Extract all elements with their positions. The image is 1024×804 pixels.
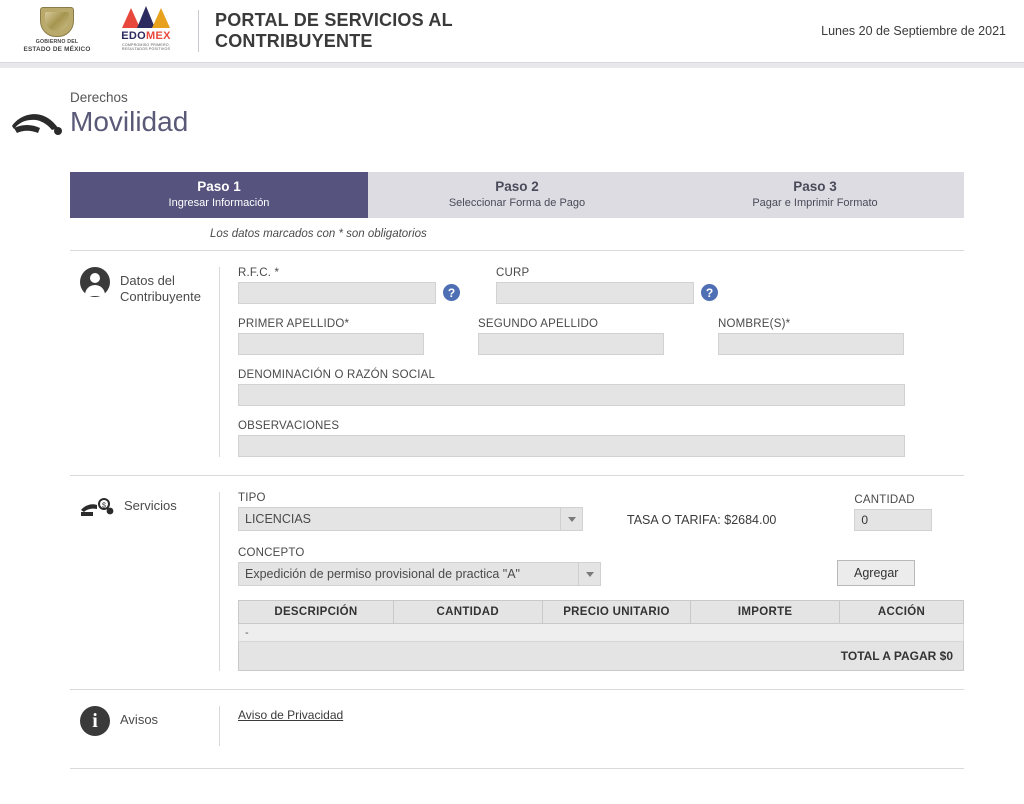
- curp-input[interactable]: [496, 282, 694, 304]
- nombres-input[interactable]: [718, 333, 904, 355]
- denominacion-field: [238, 369, 964, 406]
- total-a-pagar: TOTAL A PAGAR $0: [238, 642, 964, 671]
- portal-title-line1: PORTAL DE SERVICIOS AL: [215, 9, 453, 30]
- edomex-word-accent: MEX: [146, 30, 171, 42]
- aviso-privacidad-link[interactable]: Aviso de Privacidad: [238, 708, 344, 722]
- header-divider: [198, 10, 199, 52]
- rfc-label: R.F.C. *: [238, 267, 280, 279]
- section-label-servicios: Servicios: [124, 498, 177, 513]
- portal-title-line2: CONTRIBUYENTE: [215, 31, 373, 51]
- header-date: Lunes 20 de Septiembre de 2021: [821, 24, 1006, 38]
- edomex-triangles-icon: [122, 6, 170, 28]
- logo-state-line2: ESTADO DE MÉXICO: [23, 46, 91, 54]
- nombres-label: NOMBRE(S)*: [718, 318, 791, 330]
- steps-nav: [70, 172, 964, 218]
- section-datos-contribuyente: [70, 251, 964, 476]
- servicios-hand-money-icon: [80, 496, 114, 522]
- concepto-row: [238, 547, 964, 586]
- breadcrumb[interactable]: Derechos: [70, 90, 128, 105]
- curp-label: CURP: [496, 267, 530, 279]
- tipo-select[interactable]: LICENCIAS: [238, 507, 583, 531]
- observaciones-input[interactable]: [238, 435, 905, 457]
- rfc-curp-row: [238, 267, 964, 304]
- servicios-table: [238, 600, 964, 642]
- user-icon: [80, 267, 110, 297]
- step-3-subtitle: Pagar e Imprimir Formato: [752, 197, 878, 210]
- table-header-row: [239, 601, 964, 624]
- col-descripcion: DESCRIPCIÓN: [239, 601, 394, 624]
- edomex-word: EDO: [121, 30, 146, 42]
- tipo-select-chevron-down-icon[interactable]: [560, 508, 582, 530]
- col-precio-unitario: PRECIO UNITARIO: [542, 601, 691, 624]
- section-label-contribuyente-line2: Contribuyente: [120, 289, 201, 305]
- agregar-button[interactable]: Agregar: [837, 560, 915, 586]
- section-label-avisos: Avisos: [120, 712, 159, 727]
- observaciones-field: [238, 420, 964, 457]
- segundo-apellido-label: SEGUNDO APELLIDO: [478, 318, 599, 330]
- primer-apellido-label: PRIMER APELLIDO*: [238, 318, 350, 330]
- app-header: [0, 0, 1024, 62]
- observaciones-label: OBSERVACIONES: [238, 420, 340, 432]
- segundo-apellido-input[interactable]: [478, 333, 664, 355]
- denominacion-input[interactable]: [238, 384, 905, 406]
- section-servicios: [70, 476, 964, 690]
- step-2-subtitle: Seleccionar Forma de Pago: [448, 197, 586, 210]
- concepto-select[interactable]: Expedición de permiso provisional de practica "A": [238, 562, 601, 586]
- step-1-subtitle: Ingresar Información: [168, 197, 270, 210]
- required-fields-note: Los datos marcados con * son obligatorios: [70, 218, 964, 251]
- gobierno-estado-mexico-logo: [18, 7, 96, 55]
- rfc-help-icon[interactable]: ?: [443, 284, 460, 301]
- logo-state-line1: GOBIERNO DEL: [35, 39, 79, 46]
- step-1-title: Paso 1: [197, 179, 241, 195]
- rfc-input[interactable]: [238, 282, 436, 304]
- svg-text:$: $: [102, 502, 106, 510]
- curp-help-icon[interactable]: ?: [701, 284, 718, 301]
- cantidad-input[interactable]: [854, 509, 932, 531]
- col-importe: IMPORTE: [691, 601, 840, 624]
- portal-title: [215, 10, 453, 52]
- bottom-spacer: [70, 769, 964, 787]
- form-content: [70, 218, 964, 787]
- step-1[interactable]: [70, 172, 368, 218]
- step-3-title: Paso 3: [793, 179, 837, 195]
- concepto-label: CONCEPTO: [238, 547, 305, 559]
- info-icon: i: [80, 706, 110, 736]
- nombres-row: [238, 318, 964, 355]
- col-accion: ACCIÓN: [840, 601, 964, 624]
- step-2[interactable]: [368, 172, 666, 218]
- denominacion-label: DENOMINACIÓN O RAZÓN SOCIAL: [238, 369, 436, 381]
- page-header: [0, 68, 1024, 166]
- section-label-contribuyente-line1: Datos del: [120, 273, 175, 288]
- page-title: Movilidad: [70, 106, 189, 137]
- table-row: [239, 624, 964, 642]
- table-cell-descripcion: -: [239, 624, 964, 642]
- section-avisos: [70, 690, 964, 769]
- movilidad-hand-icon: [8, 104, 64, 156]
- concepto-select-chevron-down-icon[interactable]: [578, 563, 600, 585]
- tipo-label: TIPO: [238, 492, 266, 504]
- state-shield-icon: [40, 7, 74, 37]
- tasa-tarifa-text: TASA O TARIFA: $2684.00: [627, 513, 777, 527]
- cantidad-label: CANTIDAD: [854, 494, 915, 506]
- edomex-tagline: COMPROMISO PRIMERO, RESULTADOS POSITIVOS: [121, 43, 171, 51]
- step-2-title: Paso 2: [495, 179, 539, 195]
- primer-apellido-input[interactable]: [238, 333, 424, 355]
- col-cantidad: CANTIDAD: [393, 601, 542, 624]
- edomex-logo: [110, 6, 182, 56]
- tipo-row: [238, 492, 964, 531]
- step-3[interactable]: [666, 172, 964, 218]
